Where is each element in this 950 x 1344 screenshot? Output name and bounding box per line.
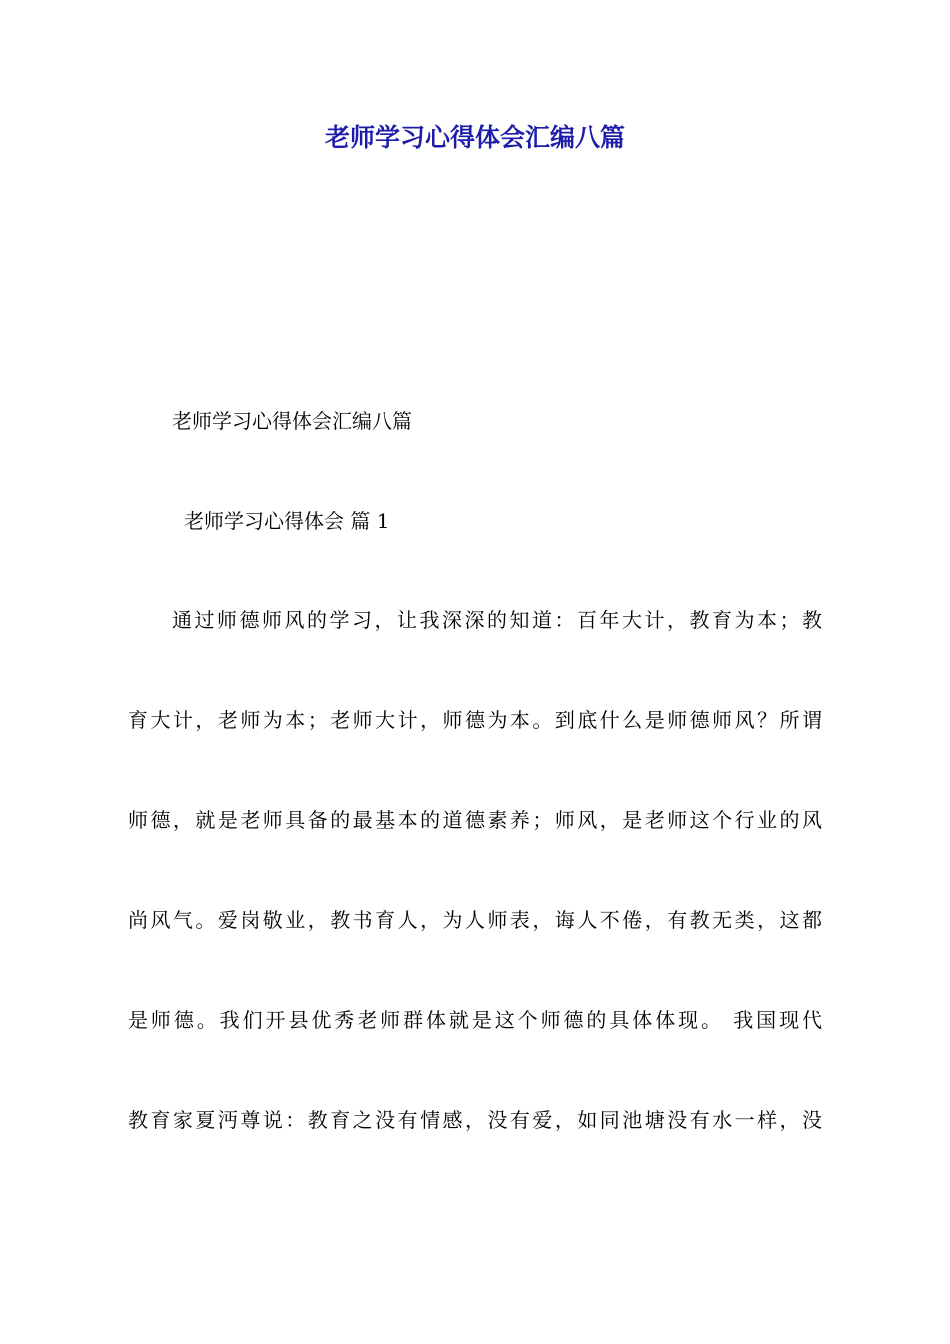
- document-title: 老师学习心得体会汇编八篇: [324, 123, 625, 152]
- body-line: 通过师德师风的学习，让我深深的知道：百年大计，教育为本；教: [172, 608, 822, 632]
- body-line: 育大计，老师为本；老师大计，师德为本。到底什么是师德师风？所谓: [128, 708, 822, 732]
- body-line: 教育家夏沔尊说：教育之没有情感，没有爱，如同池塘没有水一样，没: [128, 1108, 822, 1132]
- body-line: 师德，就是老师具备的最基本的道德素养；师风，是老师这个行业的风: [128, 808, 822, 832]
- body-paragraph: [128, 600, 822, 1200]
- document-subtitle: 老师学习心得体会汇编八篇: [172, 409, 412, 433]
- body-line: 是师德。我们开县优秀老师群体就是这个师德的具体体现。 我国现代: [128, 1008, 822, 1032]
- body-line: 尚风气。爱岗敬业，教书育人，为人师表，诲人不倦，有教无类，这都: [128, 908, 822, 932]
- section-heading: 老师学习心得体会 篇 1: [184, 509, 390, 533]
